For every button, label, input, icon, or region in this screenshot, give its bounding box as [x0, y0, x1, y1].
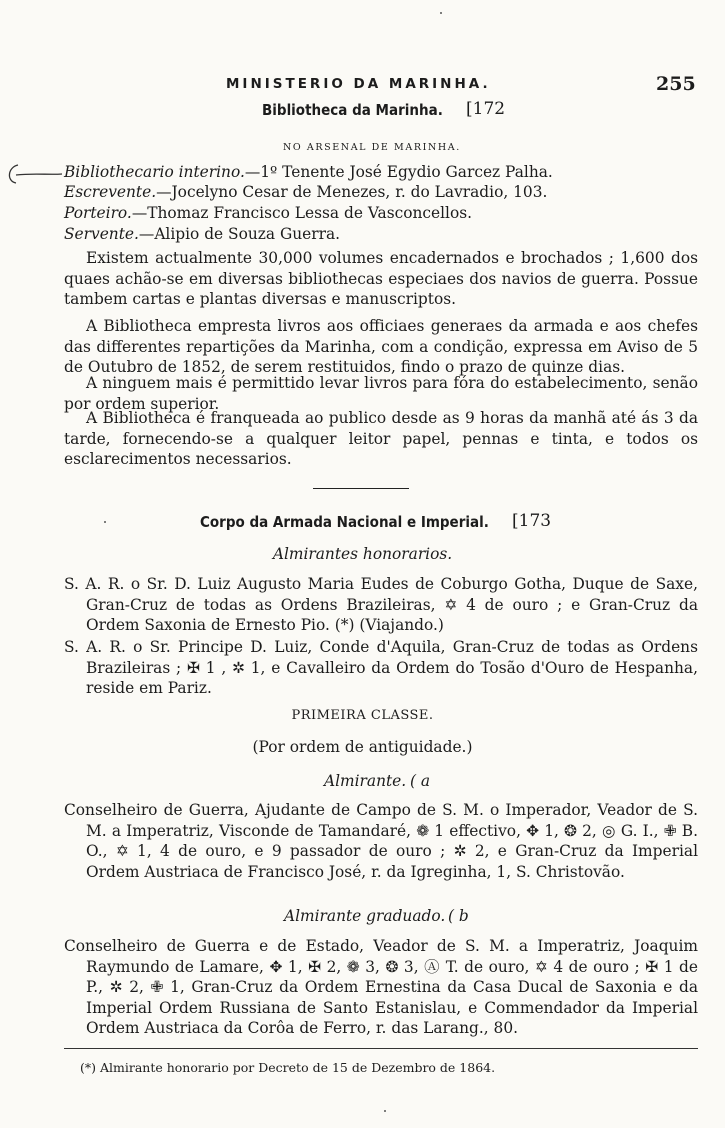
library-paragraph: A Bibliotheca é franqueada ao publico desde as 9 horas da manhã até ás 3 da tarde, fornecendo-se a qualquer leitor papel, pennas e tinta, e todos os esclarecimentos necessarios. — [64, 409, 698, 468]
first-class-heading: PRIMEIRA CLASSE. — [291, 708, 434, 723]
graduate-ref: ( b — [448, 907, 469, 925]
admiral-heading: Almirante. — [324, 772, 407, 790]
library-paragraph: A Bibliotheca empresta livros aos officiaes generaes da armada e aos chefes das differentes repartições da Marinha, com a condição, expressa em Aviso de 5 de Outubro de 1852, de serem restituidos, findo o prazo de quinze dias. — [64, 317, 698, 376]
staff-name: —Thomaz Francisco Lessa de Vasconcellos. — [131, 204, 473, 222]
footnote-rule — [64, 1048, 698, 1049]
staff-row-porter — [64, 203, 698, 224]
honorary-entry: S. A. R. o Sr. Principe D. Luiz, Conde d'Aquila, Gran-Cruz de todas as Ordens Brazileiras ; ✠ 1 , ✲ 1, e Cavalleiro da Ordem do Tosão d'Ouro de Hespanha, reside em Pariz. — [64, 638, 698, 697]
corps-ref: [173 — [512, 511, 552, 531]
library-location: NO ARSENAL DE MARINHA. — [283, 142, 461, 153]
admiral-ref: ( a — [410, 772, 431, 790]
library-paragraph: Existem actualmente 30,000 volumes encadernados e brochados ; 1,600 dos quaes achão-se em diversas bibliothecas especiaes dos navios de guerra. Possue tambem cartas e plantas diversas e manuscriptos. — [64, 249, 698, 308]
corps-title: Corpo da Armada Nacional e Imperial. — [200, 513, 489, 531]
running-head: MINISTERIO DA MARINHA. — [226, 76, 491, 92]
print-speck — [440, 12, 442, 14]
footnote: (*) Almirante honorario por Decreto de 15 de Dezembro de 1864. — [80, 1060, 496, 1075]
honorary-heading: Almirantes honorarios. — [272, 545, 453, 563]
staff-row-clerk — [64, 182, 698, 203]
graduate-heading: Almirante graduado. — [284, 907, 446, 925]
page-number: 255 — [656, 73, 696, 95]
order-note: (Por ordem de antiguidade.) — [252, 738, 473, 756]
staff-row-servant — [64, 224, 698, 245]
section-divider — [313, 488, 409, 489]
staff-role: Servente. — [64, 225, 139, 243]
honorary-entry: S. A. R. o Sr. D. Luiz Augusto Maria Eudes de Coburgo Gotha, Duque de Saxe, Gran-Cruz de todas as Ordens Brazileiras, ✡ 4 de ouro ; e Gran-Cruz da Ordem Saxonia de Ernesto Pio. (*) (Viajando.) — [64, 575, 698, 634]
graduate-entry: Conselheiro de Guerra e de Estado, Veador de S. M. a Imperatriz, Joaquim Raymundo de Lamare, ✥ 1, ✠ 2, ❁ 3, ❂ 3, Ⓐ T. de ouro, ✡ 4 de ouro ; ✠ 1 de P., ✲ 2, ✙ 1, Gran-Cruz da Ordem Ernestina da Casa Ducal de Saxonia e da Imperial Ordem Russiana de Santo Estanislau, e Commendador da Imperial Ordem Austriaca da Corôa de Ferro, r. das Larang., 80. — [64, 937, 698, 1037]
staff-role: Escrevente. — [64, 183, 157, 201]
library-ref: [172 — [466, 99, 506, 119]
staff-name: —Jocelyno Cesar de Menezes, r. do Lavradio, 103. — [156, 183, 548, 201]
staff-role: Bibliothecario interino. — [64, 163, 245, 181]
staff-name: —Alipio de Souza Guerra. — [138, 225, 341, 243]
library-title: Bibliotheca da Marinha. — [262, 101, 443, 119]
library-paragraph: A ninguem mais é permittido levar livros para fóra do estabelecimento, senão por ordem superior. — [64, 374, 698, 413]
admiral-entry: Conselheiro de Guerra, Ajudante de Campo de S. M. o Imperador, Veador de S. M. a Imperatriz, Visconde de Tamandaré, ❁ 1 effectivo, ✥ 1, ❂ 2, ◎ G. I., ✙ B. O., ✡ 1, 4 de ouro, e 9 passador de ouro ; ✲ 2, e Gran-Cruz da Imperial Ordem Austriaca de Francisco José, r. da Igreginha, 1, S. Christovão. — [64, 801, 698, 881]
handwritten-margin-mark — [4, 161, 64, 189]
staff-name: —1º Tenente José Egydio Garcez Palha. — [244, 163, 553, 181]
staff-row-librarian — [64, 162, 698, 183]
print-speck — [384, 1110, 386, 1112]
print-speck — [104, 521, 106, 523]
staff-role: Porteiro. — [64, 204, 132, 222]
